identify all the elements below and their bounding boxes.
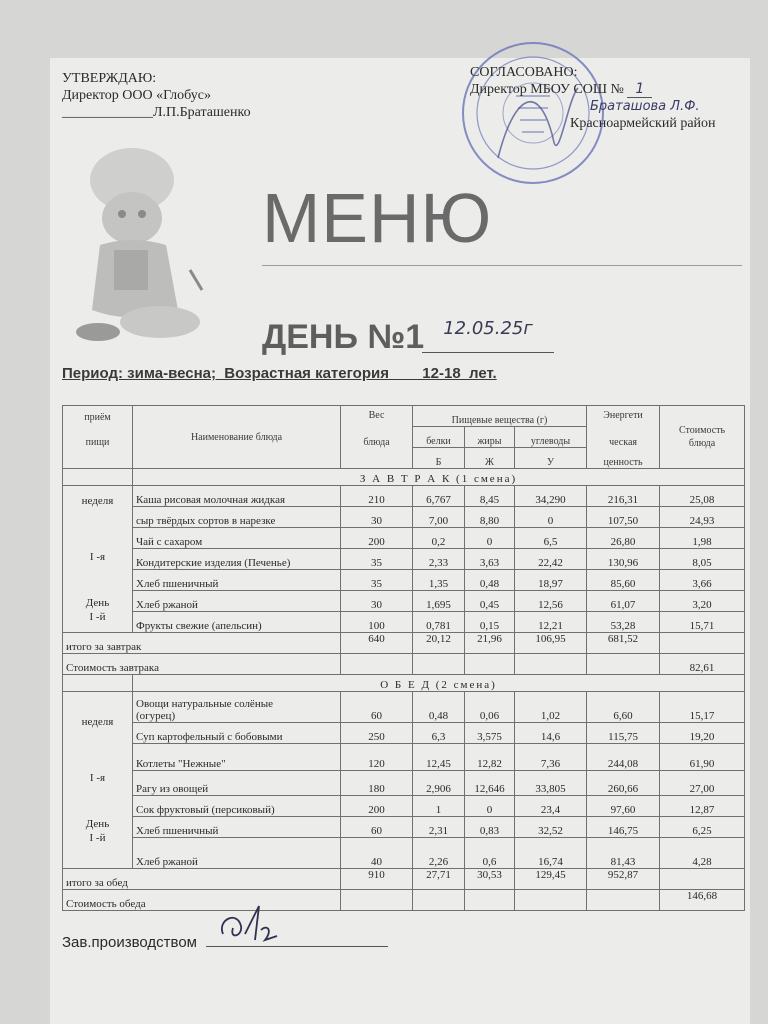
dish-name: Рагу из овощей xyxy=(133,771,341,796)
total-fat: 21,96 xyxy=(465,633,515,654)
dish-name: Хлеб пшеничный xyxy=(133,817,341,838)
dish-name xyxy=(133,692,341,723)
dish-name-line-1: Овощи натуральные солёные xyxy=(136,698,273,710)
total-label: итого за обед xyxy=(63,869,341,890)
dish-carbs: 6,5 xyxy=(515,528,587,549)
dish-protein: 0,2 xyxy=(413,528,465,549)
total-weight: 640 xyxy=(341,633,413,654)
dish-weight: 100 xyxy=(341,612,413,633)
dish-weight: 40 xyxy=(341,838,413,869)
cost-value: 146,68 xyxy=(660,890,745,911)
dish-weight: 210 xyxy=(341,486,413,507)
week-number: I -я xyxy=(89,551,106,563)
spacer xyxy=(66,508,129,550)
header-fat: жиры xyxy=(465,427,515,448)
title-divider xyxy=(262,265,742,266)
header-cost xyxy=(660,406,745,469)
header-protein-symbol: Б xyxy=(413,448,465,469)
dish-fat: 0 xyxy=(465,528,515,549)
table-row xyxy=(63,591,745,612)
page-title: МЕНЮ xyxy=(262,179,493,257)
dish-energy: 97,60 xyxy=(587,796,660,817)
table-row xyxy=(63,570,745,591)
district-name: Красноармейский район xyxy=(570,116,716,131)
section-row-breakfast xyxy=(63,469,745,486)
dish-weight: 250 xyxy=(341,723,413,744)
section-title-lunch: О Б Е Д (2 смена) xyxy=(133,675,745,692)
table-row xyxy=(63,612,745,633)
header-energy-3: ценность xyxy=(587,448,660,469)
table-row xyxy=(63,549,745,570)
dish-name: Хлеб ржаной xyxy=(133,591,341,612)
spacer xyxy=(66,564,129,596)
week-label: неделя xyxy=(81,716,114,728)
approval-director: Директор ООО «Глобус» xyxy=(62,88,211,103)
total-energy: 681,52 xyxy=(587,633,660,654)
table-row xyxy=(63,723,745,744)
dish-name: Хлеб пшеничный xyxy=(133,570,341,591)
table-row xyxy=(63,817,745,838)
total-carbs: 129,45 xyxy=(515,869,587,890)
dish-energy: 146,75 xyxy=(587,817,660,838)
header-fat-symbol: Ж xyxy=(465,448,515,469)
dish-fat: 0,83 xyxy=(465,817,515,838)
week-label: неделя xyxy=(81,495,114,507)
dish-cost: 19,20 xyxy=(660,723,745,744)
dish-protein: 6,3 xyxy=(413,723,465,744)
dish-weight: 120 xyxy=(341,744,413,771)
dish-weight: 30 xyxy=(341,507,413,528)
header-meal-1: приём xyxy=(84,412,111,423)
dish-carbs: 1,02 xyxy=(515,692,587,723)
header-weight-1: Вес xyxy=(368,410,385,421)
dish-cost: 1,98 xyxy=(660,528,745,549)
section-empty xyxy=(63,469,133,486)
dish-name-line-2: (огурец) xyxy=(136,710,176,722)
table-row xyxy=(63,771,745,796)
dish-cost: 8,05 xyxy=(660,549,745,570)
table-row xyxy=(63,744,745,771)
header-energy-1: Энергети xyxy=(603,410,643,421)
cost-row-breakfast xyxy=(63,654,745,675)
section-title-breakfast: З А В Т Р А К (1 смена) xyxy=(133,469,745,486)
header-empty xyxy=(63,448,133,469)
spacer xyxy=(66,785,129,817)
dish-name: Котлеты "Нежные" xyxy=(133,744,341,771)
cost-label: Стоимость обеда xyxy=(63,890,341,911)
dish-carbs: 34,290 xyxy=(515,486,587,507)
total-carbs: 106,95 xyxy=(515,633,587,654)
week-number: I -я xyxy=(89,772,106,784)
dish-fat: 0,48 xyxy=(465,570,515,591)
cost-empty xyxy=(341,654,413,675)
total-row-breakfast xyxy=(63,633,745,654)
header-energy xyxy=(587,406,660,427)
cost-empty xyxy=(515,890,587,911)
dish-cost: 15,17 xyxy=(660,692,745,723)
dish-energy: 130,96 xyxy=(587,549,660,570)
dish-energy: 6,60 xyxy=(587,692,660,723)
dish-name: Сок фруктовый (персиковый) xyxy=(133,796,341,817)
approval-block xyxy=(62,70,251,121)
agreement-director-text: Директор МБОУ СОШ № xyxy=(470,82,624,97)
dish-cost: 61,90 xyxy=(660,744,745,771)
dish-name: Хлеб ржаной xyxy=(133,838,341,869)
dish-weight: 35 xyxy=(341,570,413,591)
dish-protein: 2,906 xyxy=(413,771,465,796)
dish-protein: 12,45 xyxy=(413,744,465,771)
cost-value: 82,61 xyxy=(660,654,745,675)
header-cost-1: Стоимость xyxy=(678,425,726,436)
cost-empty xyxy=(587,890,660,911)
dish-fat: 12,646 xyxy=(465,771,515,796)
chef-child-illustration xyxy=(70,140,220,350)
dish-carbs: 23,4 xyxy=(515,796,587,817)
cost-empty xyxy=(413,890,465,911)
dish-protein: 0,48 xyxy=(413,692,465,723)
total-weight: 910 xyxy=(341,869,413,890)
dish-fat: 3,63 xyxy=(465,549,515,570)
dish-energy: 260,66 xyxy=(587,771,660,796)
dish-fat: 12,82 xyxy=(465,744,515,771)
dish-cost: 3,20 xyxy=(660,591,745,612)
dish-protein: 1,695 xyxy=(413,591,465,612)
dish-carbs: 14,6 xyxy=(515,723,587,744)
handwritten-signature xyxy=(215,900,295,950)
dish-carbs: 12,21 xyxy=(515,612,587,633)
dish-protein: 2,31 xyxy=(413,817,465,838)
dish-fat: 0,15 xyxy=(465,612,515,633)
dish-name: Фрукты свежие (апельсин) xyxy=(133,612,341,633)
total-fat: 30,53 xyxy=(465,869,515,890)
section-empty xyxy=(63,675,133,692)
dish-name: Кондитерские изделия (Печенье) xyxy=(133,549,341,570)
cost-empty xyxy=(515,654,587,675)
header-meal xyxy=(63,406,133,427)
table-header-row xyxy=(63,406,745,427)
table-row xyxy=(63,486,745,507)
section-row-lunch xyxy=(63,675,745,692)
dish-name: Каша рисовая молочная жидкая xyxy=(133,486,341,507)
dish-weight: 60 xyxy=(341,817,413,838)
total-protein: 20,12 xyxy=(413,633,465,654)
total-row-lunch xyxy=(63,869,745,890)
dish-protein: 0,781 xyxy=(413,612,465,633)
dish-protein: 6,767 xyxy=(413,486,465,507)
dish-energy: 61,07 xyxy=(587,591,660,612)
cost-empty xyxy=(465,890,515,911)
day-number: I -й xyxy=(89,611,106,623)
dish-protein: 1 xyxy=(413,796,465,817)
dish-carbs: 22,42 xyxy=(515,549,587,570)
production-manager-label: Зав.производством xyxy=(62,934,197,951)
dish-energy: 244,08 xyxy=(587,744,660,771)
day-label: ДЕНЬ №1 xyxy=(262,318,425,356)
header-dish: Наименование блюда xyxy=(133,406,341,469)
dish-carbs: 7,36 xyxy=(515,744,587,771)
dish-weight: 30 xyxy=(341,591,413,612)
dish-cost: 27,00 xyxy=(660,771,745,796)
day-number: I -й xyxy=(89,832,106,844)
cost-row-lunch xyxy=(63,890,745,911)
dish-carbs: 12,56 xyxy=(515,591,587,612)
dish-cost: 6,25 xyxy=(660,817,745,838)
dish-weight: 200 xyxy=(341,796,413,817)
dish-fat: 0,45 xyxy=(465,591,515,612)
dish-energy: 107,50 xyxy=(587,507,660,528)
breakfast-meal-cell xyxy=(63,486,133,633)
dish-fat: 8,45 xyxy=(465,486,515,507)
dish-cost: 12,87 xyxy=(660,796,745,817)
dish-weight: 200 xyxy=(341,528,413,549)
dish-name: Чай с сахаром xyxy=(133,528,341,549)
dish-carbs: 16,74 xyxy=(515,838,587,869)
period-line: Период: зима-весна; Возрастная категория 12-18 лет. xyxy=(62,365,497,382)
dish-carbs: 0 xyxy=(515,507,587,528)
day-word: День xyxy=(85,818,110,830)
dish-fat: 3,575 xyxy=(465,723,515,744)
table-row xyxy=(63,796,745,817)
header-carbs: углеводы xyxy=(515,427,587,448)
table-row xyxy=(63,528,745,549)
dish-protein: 7,00 xyxy=(413,507,465,528)
header-weight xyxy=(341,406,413,427)
dish-protein: 2,26 xyxy=(413,838,465,869)
dish-carbs: 32,52 xyxy=(515,817,587,838)
dish-cost: 3,66 xyxy=(660,570,745,591)
day-date: 12.05.25г xyxy=(422,318,554,353)
lunch-meal-cell xyxy=(63,692,133,869)
agreement-heading: СОГЛАСОВАНО: xyxy=(470,65,578,80)
dish-energy: 26,80 xyxy=(587,528,660,549)
dish-weight: 35 xyxy=(341,549,413,570)
menu-table xyxy=(62,405,745,911)
table-row xyxy=(63,838,745,869)
dish-energy: 53,28 xyxy=(587,612,660,633)
dish-name: Суп картофельный с бобовыми xyxy=(133,723,341,744)
total-protein: 27,71 xyxy=(413,869,465,890)
cost-empty xyxy=(465,654,515,675)
cost-empty xyxy=(341,890,413,911)
header-energy-2: ческая xyxy=(587,427,660,448)
dish-fat: 0 xyxy=(465,796,515,817)
header-meal-2: пищи xyxy=(63,427,133,448)
total-empty xyxy=(660,869,745,890)
dish-cost: 15,71 xyxy=(660,612,745,633)
approval-heading: УТВЕРЖДАЮ: xyxy=(62,71,157,86)
dish-fat: 8,80 xyxy=(465,507,515,528)
dish-cost: 4,28 xyxy=(660,838,745,869)
dish-cost: 25,08 xyxy=(660,486,745,507)
dish-fat: 0,6 xyxy=(465,838,515,869)
dish-weight: 180 xyxy=(341,771,413,796)
dish-carbs: 18,97 xyxy=(515,570,587,591)
dish-carbs: 33,805 xyxy=(515,771,587,796)
header-carbs-symbol: У xyxy=(515,448,587,469)
table-row xyxy=(63,692,745,723)
cost-empty xyxy=(413,654,465,675)
header-cost-2: блюда xyxy=(688,438,716,449)
dish-energy: 81,43 xyxy=(587,838,660,869)
approval-signature-line: _____________Л.П.Браташенко xyxy=(62,105,251,120)
dish-weight: 60 xyxy=(341,692,413,723)
header-empty xyxy=(341,448,413,469)
dish-energy: 85,60 xyxy=(587,570,660,591)
header-weight-2: блюда xyxy=(341,427,413,448)
spacer xyxy=(66,729,129,771)
total-label: итого за завтрак xyxy=(63,633,341,654)
cost-label: Стоимость завтрака xyxy=(63,654,341,675)
header-nutrients: Пищевые вещества (г) xyxy=(413,406,587,427)
agreement-signature: Браташова Л.Ф. xyxy=(590,99,700,114)
school-number: 1 xyxy=(627,81,652,98)
total-energy: 952,87 xyxy=(587,869,660,890)
dish-fat: 0,06 xyxy=(465,692,515,723)
agreement-block xyxy=(470,64,716,132)
total-empty xyxy=(660,633,745,654)
day-word: День xyxy=(85,597,110,609)
cost-empty xyxy=(587,654,660,675)
dish-energy: 115,75 xyxy=(587,723,660,744)
table-row xyxy=(63,507,745,528)
dish-protein: 1,35 xyxy=(413,570,465,591)
dish-name: сыр твёрдых сортов в нарезке xyxy=(133,507,341,528)
dish-cost: 24,93 xyxy=(660,507,745,528)
header-protein: белки xyxy=(413,427,465,448)
dish-energy: 216,31 xyxy=(587,486,660,507)
agreement-director xyxy=(470,81,716,98)
dish-protein: 2,33 xyxy=(413,549,465,570)
